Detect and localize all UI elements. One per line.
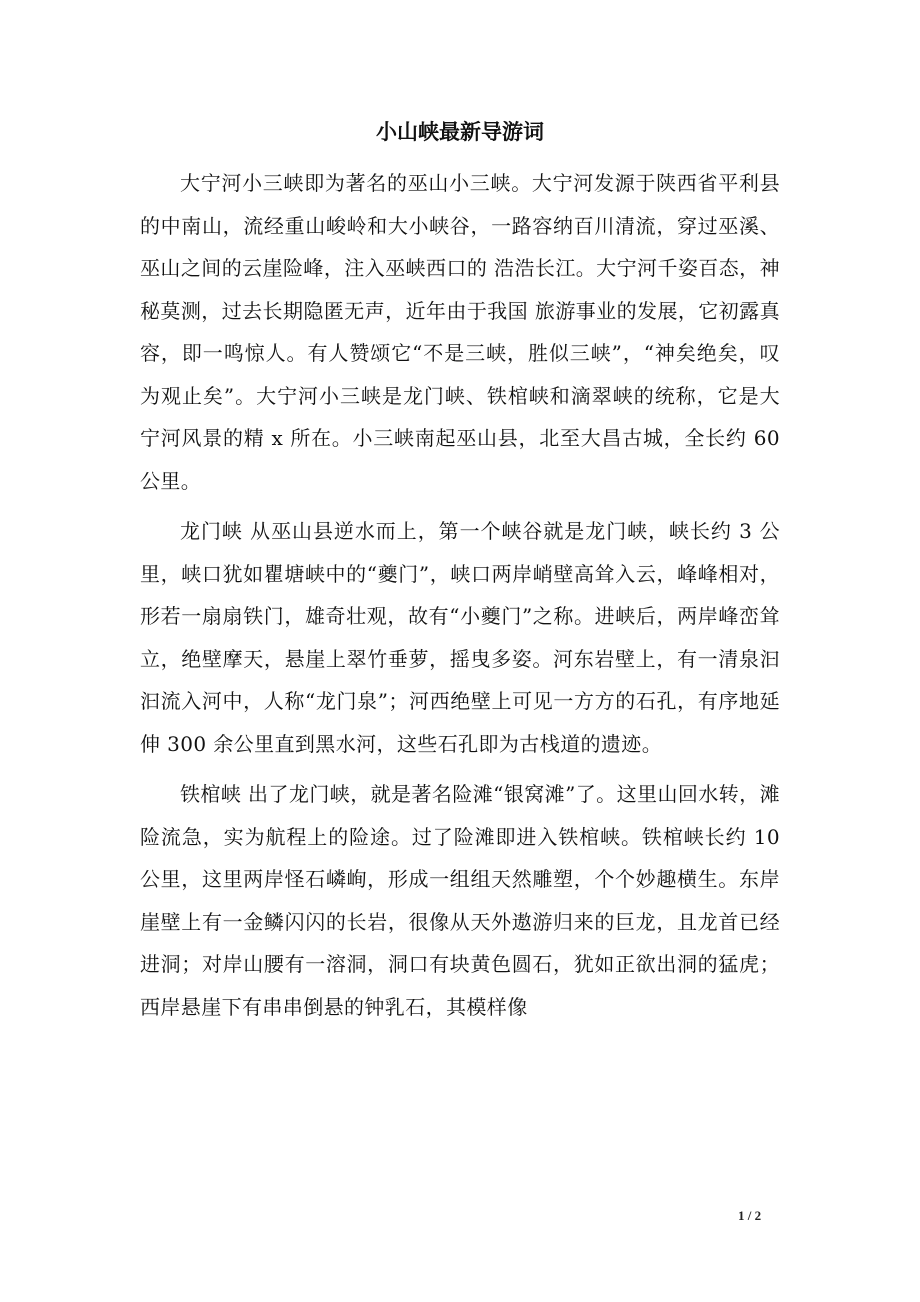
paragraph-intro: 大宁河小三峡即为著名的巫山小三峡。大宁河发源于陕西省平利县的中南山，流经重山峻岭和大小峡谷，一路容纳百川清流，穿过巫溪、巫山之间的云崖险峰，注入巫峡西口的 浩浩长江。大宁河千姿百态，神秘莫测，过去长期隐匿无声，近年由于我国 旅游事业的发展，它初露真容，即一鸣惊人。有人赞颂它“不是三峡，胜似三峡”，“神矣绝矣，叹为观止矣”。大宁河小三峡是龙门峡、铁棺峡和滴翠峡的统称，它是大宁河风景的精 x 所在。小三峡南起巫山县，北至大昌古城，全长约 60 公里。 xyxy=(140,171,780,493)
document-body xyxy=(140,162,780,1036)
document-title: 小山峡最新导游词 xyxy=(376,120,544,144)
paragraph-longmen-gorge: 龙门峡 从巫山县逆水而上，第一个峡谷就是龙门峡，峡长约 3 公里，峡口犹如瞿塘峡中的“夔门”，峡口两岸峭壁高耸入云，峰峰相对，形若一扇扇铁门，雄奇壮观，故有“小夔门”之称。进峡后，两岸峰峦耸立，绝壁摩天，悬崖上翠竹垂萝，摇曳多姿。河东岩壁上，有一清泉汩汩流入河中，人称“龙门泉”；河西绝壁上可见一方方的石孔，有序地延伸 300 余公里直到黑水河，这些石孔即为古栈道的遗迹。 xyxy=(140,519,780,756)
paragraph-tieguan-gorge: 铁棺峡 出了龙门峡，就是著名险滩“银窝滩”了。这里山回水转，滩险流急，实为航程上的险途。过了险滩即进入铁棺峡。铁棺峡长约 10 公里，这里两岸怪石嶙峋，形成一组组天然雕塑，个个妙趣横生。东岸崖壁上有一金鳞闪闪的长岩，很像从天外遨游归来的巨龙，且龙首已经进洞；对岸山腰有一溶洞，洞口有块黄色圆石，犹如正欲出洞的猛虎；西岸悬崖下有串串倒悬的钟乳石，其模样像 xyxy=(140,782,780,1019)
page-number: 1 / 2 xyxy=(738,1208,762,1223)
